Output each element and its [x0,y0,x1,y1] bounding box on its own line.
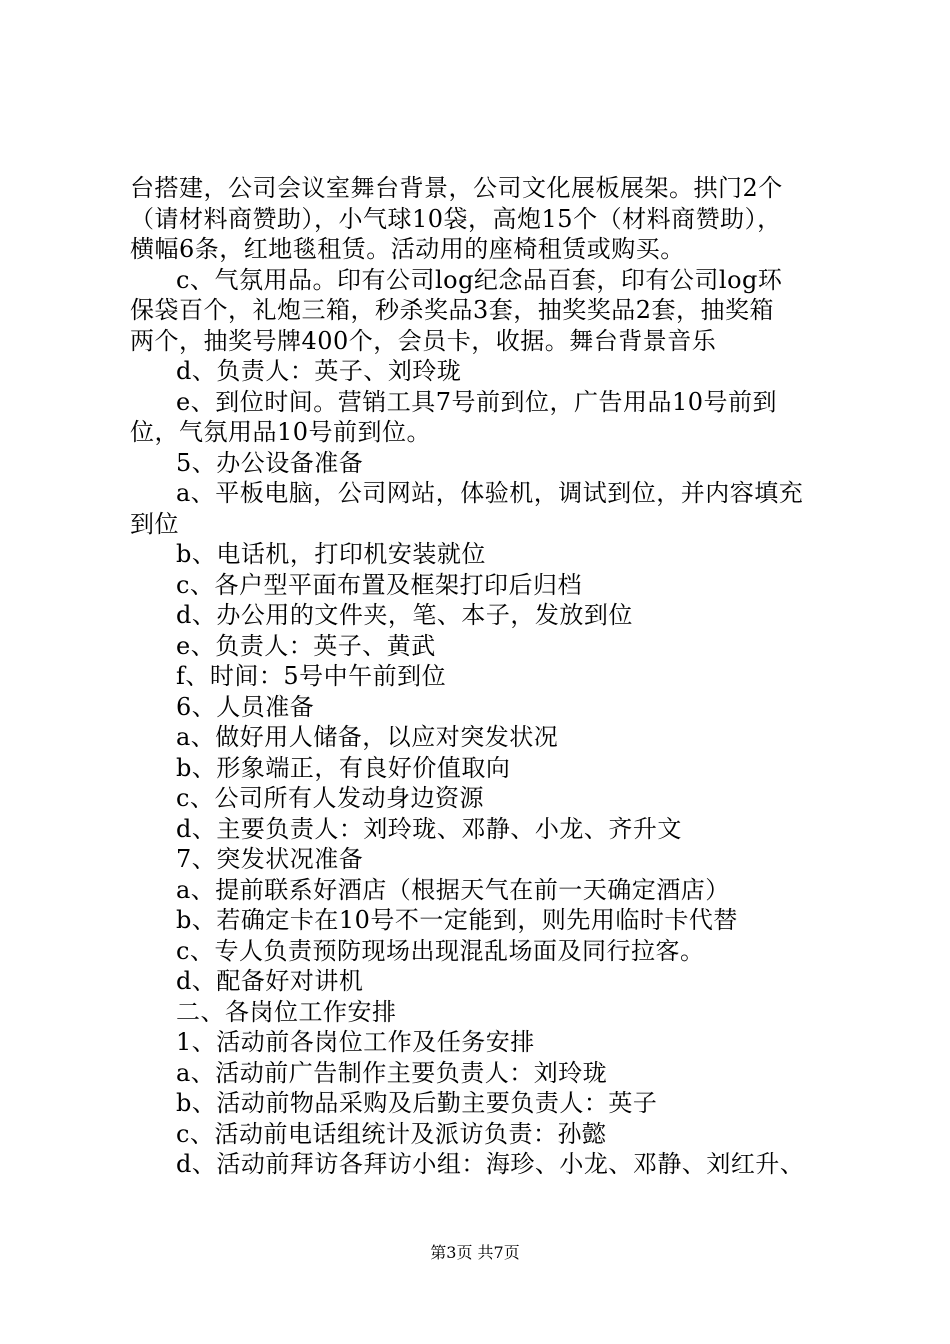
text-line: 横幅6条，红地毯租赁。活动用的座椅租赁或购买。 [130,235,685,263]
text-line: c、专人负责预防现场出现混乱场面及同行拉客。 [176,936,705,965]
text-line: c、公司所有人发动身边资源 [176,784,484,812]
text-line: 5、办公设备准备 [176,448,364,477]
text-line: b、若确定卡在10号不一定能到，则先用临时卡代替 [176,906,738,934]
text-line: 位，气氛用品10号前到位。 [130,418,432,446]
text-line: a、提前联系好酒店（根据天气在前一天确定酒店） [176,875,730,904]
text-line: c、各户型平面布置及框架打印后归档 [176,570,582,599]
text-line: a、平板电脑，公司网站，体验机，调试到位，并内容填充 [176,479,804,507]
text-line: d、主要负责人：刘玲珑、邓静、小龙、齐升文 [176,814,682,843]
text-line: 到位 [130,509,179,538]
text-line: 保袋百个，礼炮三箱，秒杀奖品3套，抽奖奖品2套，抽奖箱 [130,296,775,324]
text-line: e、负责人：英子、黄武 [176,631,436,660]
page-footer: 第3页 共7页 [430,1243,520,1262]
text-line: e、到位时间。营销工具7号前到位，广告用品10号前到 [176,387,778,416]
text-line: a、活动前广告制作主要负责人：刘玲珑 [176,1058,608,1087]
text-line: 两个，抽奖号牌400个，会员卡，收据。舞台背景音乐 [130,326,717,355]
text-line: d、活动前拜访各拜访小组：海珍、小龙、邓静、刘红升、 [176,1150,805,1178]
text-line: b、活动前物品采购及后勤主要负责人：英子 [176,1089,658,1117]
text-line: c、气氛用品。印有公司log纪念品百套，印有公司log环 [176,265,783,294]
text-line: d、配备好对讲机 [176,967,364,995]
text-line: 7、突发状况准备 [176,845,364,873]
text-line: （请材料商赞助），小气球10袋，高炮15个（材料商赞助）， [130,204,782,233]
text-line: 二、各岗位工作安排 [176,997,397,1026]
text-line: b、电话机，打印机安装就位 [176,540,486,568]
text-line: d、负责人：英子、刘玲珑 [176,357,462,385]
document-body [130,173,830,1180]
text-line: a、做好用人储备，以应对突发状况 [176,723,559,751]
text-line: 台搭建，公司会议室舞台背景，公司文化展板展架。拱门2个 [130,174,783,202]
text-line: 1、活动前各岗位工作及任务安排 [176,1028,535,1056]
text-line: c、活动前电话组统计及派访负责：孙懿 [176,1119,607,1148]
text-line: 6、人员准备 [176,692,315,721]
text-line: d、办公用的文件夹，笔、本子，发放到位 [176,601,633,629]
text-line: f、时间：5号中午前到位 [176,662,447,690]
text-line: b、形象端正，有良好价值取向 [176,753,511,782]
